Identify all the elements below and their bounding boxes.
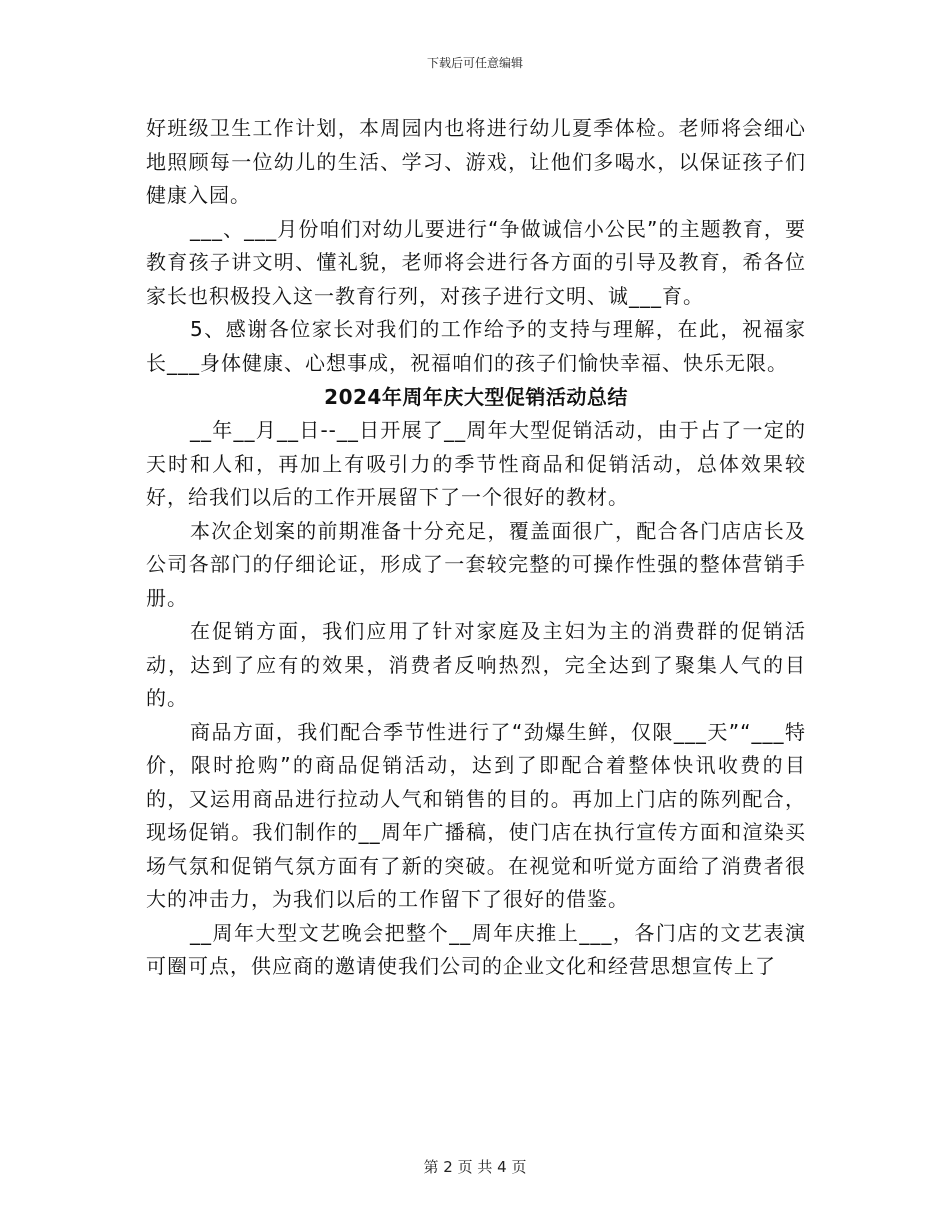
page-footer: 第 2 页 共 4 页 xyxy=(423,1158,527,1176)
document-body xyxy=(146,112,806,984)
paragraph-planning: 本次企划案的前期准备十分充足，覆盖面很广，配合各门店店长及公司各部门的仔细论证，形成了一套较完整的可操作性强的整体营销手册。 xyxy=(146,518,806,610)
paragraph-event-overview: __年__月__日--__日开展了__周年大型促销活动，由于占了一定的天时和人和，再加上有吸引力的季节性商品和促销活动，总体效果较好，给我们以后的工作开展留下了一个很好的教材。 xyxy=(146,418,806,509)
paragraph-theme-education: ___、___月份咱们对幼儿要进行“争做诚信小公民”的主题教育，要教育孩子讲文明、懂礼貌，老师将会进行各方面的引导及教育，希各位家长也积极投入这一教育行列，对孩子进行文明、诚___育。 xyxy=(146,216,806,308)
page-header: 下载后可任意编辑 xyxy=(426,56,523,70)
section-title: 2024年周年庆大型促销活动总结 xyxy=(324,385,628,409)
paragraph-health-plan: 好班级卫生工作计划，本周园内也将进行幼儿夏季体检。老师将会细心地照顾每一位幼儿的生活、学习、游戏，让他们多喝水，以保证孩子们健康入园。 xyxy=(146,116,806,207)
paragraph-promotion: 在促销方面，我们应用了针对家庭及主妇为主的消费群的促销活动，达到了应有的效果，消费者反响热烈，完全达到了聚集人气的目的。 xyxy=(146,619,806,710)
paragraph-thanks-parents: 5、感谢各位家长对我们的工作给予的支持与理解，在此，祝福家长___身体健康、心想事成，祝福咱们的孩子们愉快幸福、快乐无限。 xyxy=(146,317,806,375)
paragraph-merchandise: 商品方面，我们配合季节性进行了“劲爆生鲜，仅限___天”“___特价，限时抢购”的商品促销活动，达到了即配合着整体快讯收费的目的，又运用商品进行拉动人气和销售的目的。再加上门店的陈列配合，现场促销。我们制作的__周年广播稿，使门店在执行宣传方面和渲染买场气氛和促销气氛方面有了新的突破。在视觉和听觉方面给了消费者很大的冲击力，为我们以后的工作留下了很好的借鉴。 xyxy=(146,719,806,911)
paragraph-gala: __周年大型文艺晚会把整个__周年庆推上___，各门店的文艺表演可圈可点，供应商的邀请使我们公司的企业文化和经营思想宣传上了 xyxy=(146,920,806,978)
